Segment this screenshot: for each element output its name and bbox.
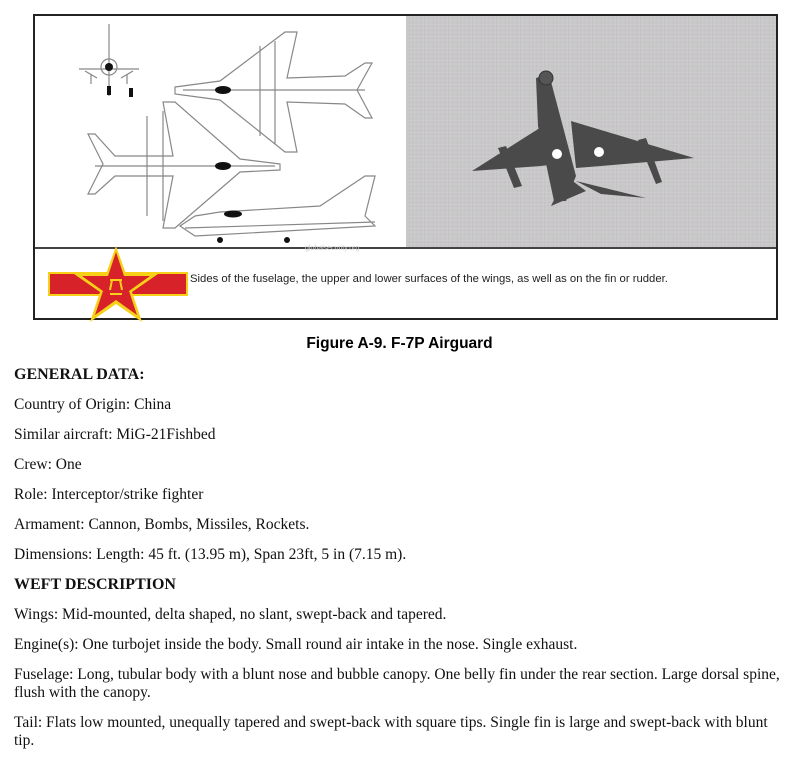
weft-heading: WEFT DESCRIPTION: [14, 576, 176, 593]
general-item-crew: Crew: One: [14, 456, 82, 473]
aircraft-photo: [406, 16, 776, 247]
red-star-insignia-icon: [48, 248, 188, 318]
aircraft-line-drawing-icon: [35, 16, 406, 252]
weft-item-fuselage: Fuselage: Long, tubular body with a blunt nose and bubble canopy. One belly fin under the rear section. Large dorsal spine, flush with the canopy.: [14, 666, 780, 701]
general-item-role: Role: Interceptor/strike fighter: [14, 486, 204, 503]
general-item-similar: Similar aircraft: MiG-21Fishbed: [14, 426, 216, 443]
general-data-heading: GENERAL DATA:: [14, 366, 145, 383]
general-item-country: Country of Origin: China: [14, 396, 172, 413]
aircraft-description: [14, 366, 789, 762]
insignia-caption: Sides of the fuselage, the upper and lower surfaces of the wings, as well as on the fin or rudder.: [190, 273, 668, 285]
three-view-drawing: [35, 16, 406, 252]
insignia-row: [35, 249, 776, 318]
figure-caption: Figure A-9. F-7P Airguard: [306, 335, 493, 352]
weft-item-tail: Tail: Flats low mounted, unequally tapered and swept-back with square tips. Single fin is large and swept-back with blunt tip.: [14, 714, 768, 749]
general-item-armament: Armament: Cannon, Bombs, Missiles, Rockets.: [14, 516, 310, 533]
figure-image-row: [35, 16, 776, 252]
general-item-dimensions: Dimensions: Length: 45 ft. (13.95 m), Span 23ft, 5 in (7.15 m).: [14, 546, 407, 563]
drawing-watermark: globalsecurity.org: [305, 245, 360, 252]
weft-item-engine: Engine(s): One turbojet inside the body. Small round air intake in the nose. Single exhaust.: [14, 636, 578, 653]
aircraft-in-flight-icon: [406, 16, 776, 247]
figure-box: [33, 14, 778, 320]
weft-item-wings: Wings: Mid-mounted, delta shaped, no slant, swept-back and tapered.: [14, 606, 447, 623]
